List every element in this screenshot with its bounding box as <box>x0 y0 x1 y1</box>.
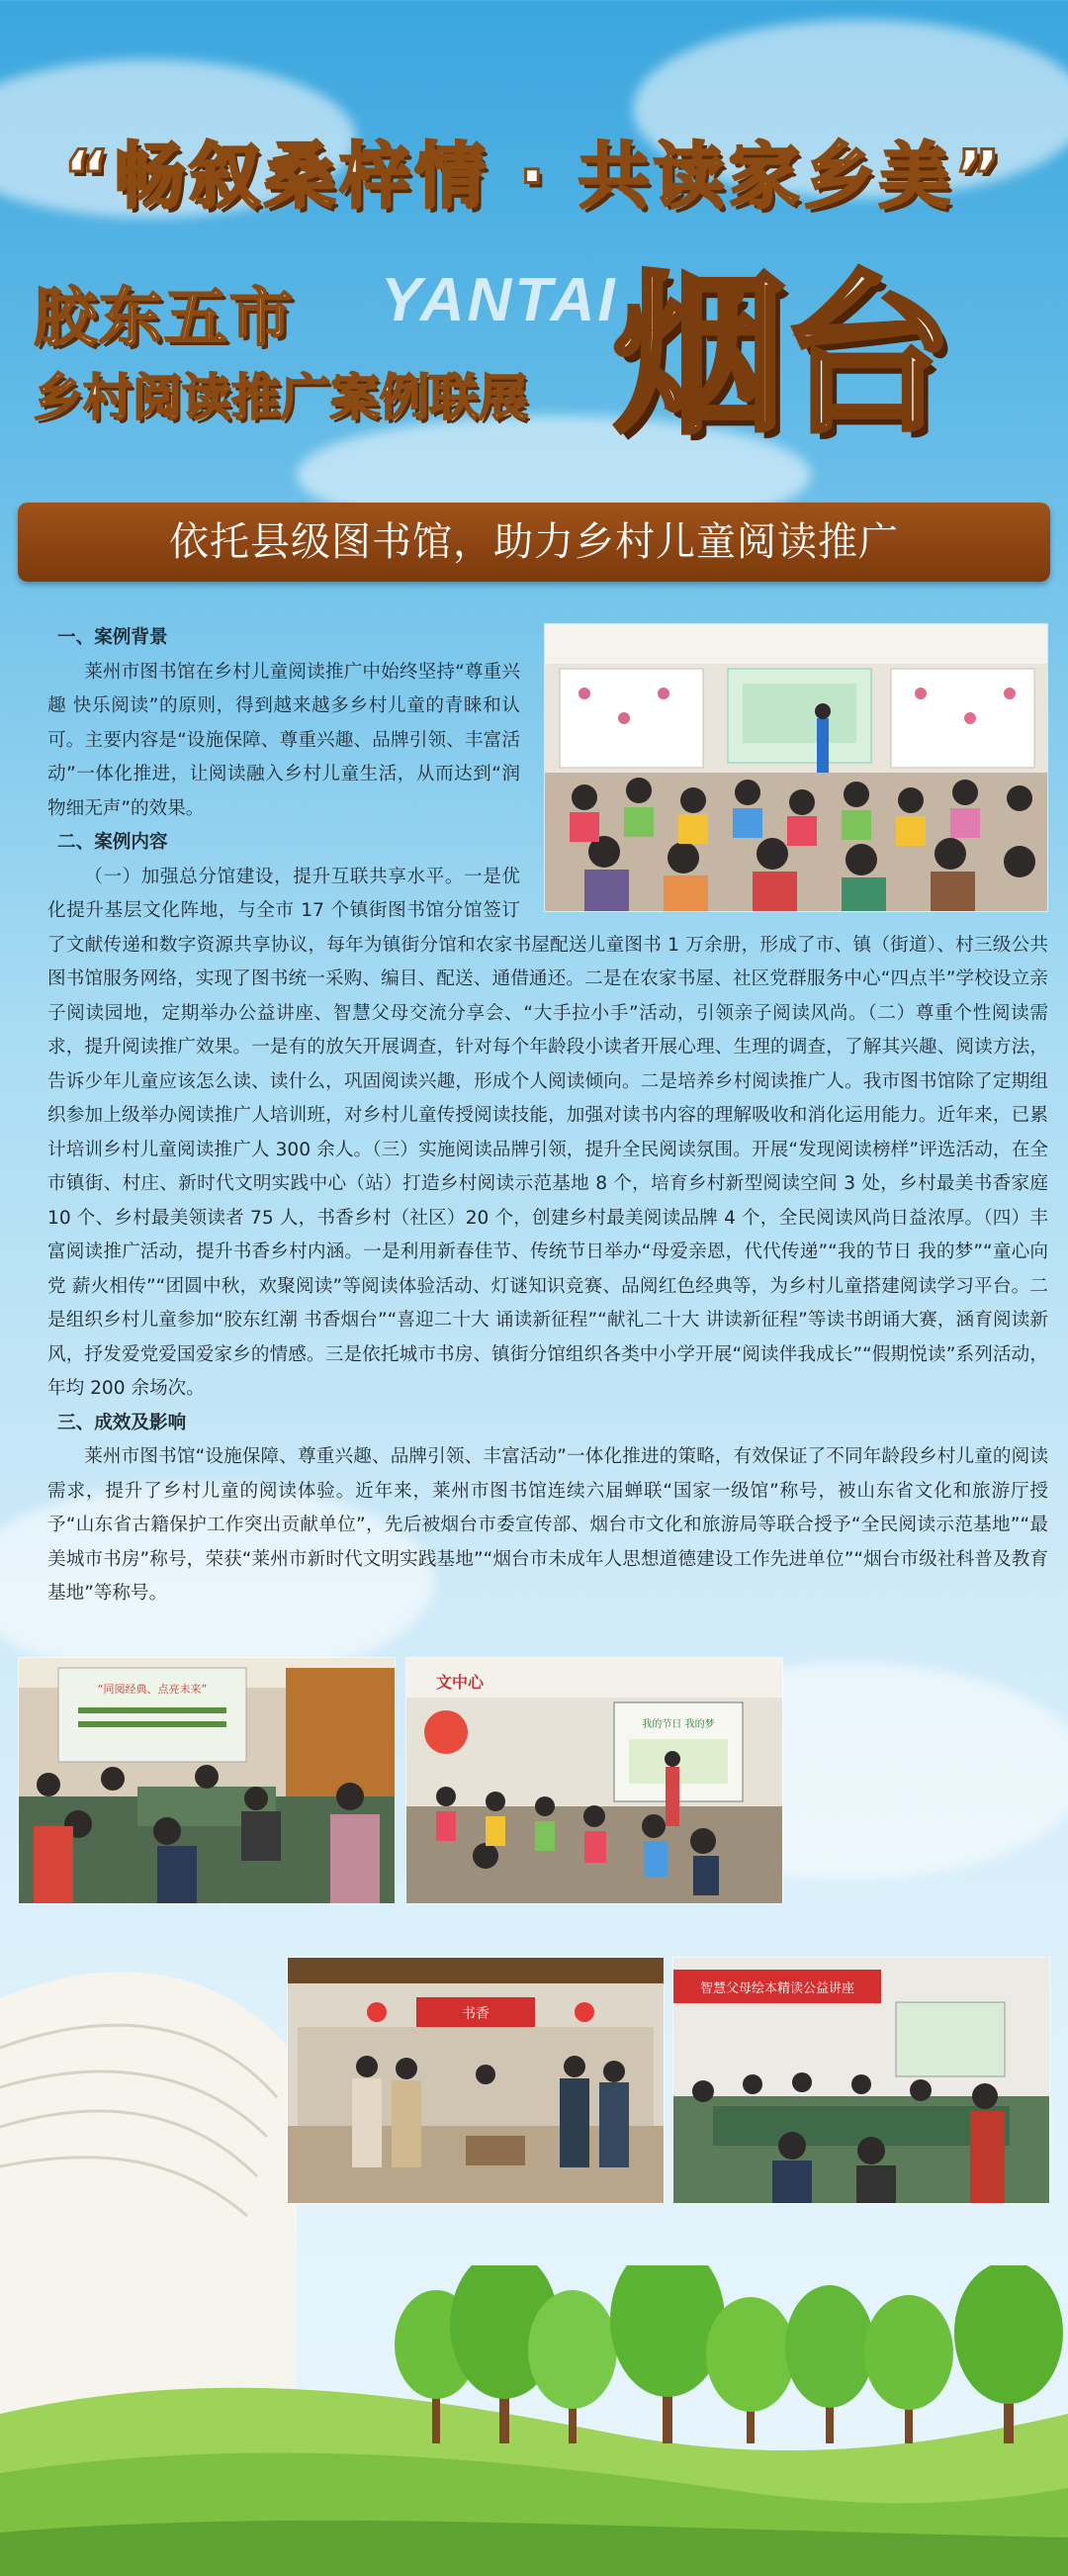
photo-festival-activity <box>405 1657 783 1904</box>
region-title: 胶东五市 <box>34 282 295 355</box>
screen-text: “同阅经典、点亮未来” <box>97 1683 208 1696</box>
article-body <box>47 621 1048 1611</box>
latin-city-name: YANTAI <box>381 266 618 334</box>
paragraph-content: （一）加强总分馆建设，提升互联共享水平。一是优化提升基层文化阵地，与全市 17 个镇街图书馆分馆签订了文献传递和数字资源共享协议，每年为镇街分馆和农家书屋配送儿童图书 1 万余册，形成了市、镇（街道）、村三级公共图书馆服务网络，实现了图书统一采购、编目、配送、通借通还。二是在农家书屋、社区党群服务中心“四点半”学校设立亲子阅读园地，定期举办公益讲座、智慧父母交流分享会、“大手拉小手”活动，引领亲子阅读风尚。（二）尊重个性阅读需求，提升阅读推广效果。一是有的放矢开展调查，针对每个年龄段小读者开展心理、生理的调查，了解其兴趣、阅读方法，告诉少年儿童应该怎么读、读什么，巩固阅读兴趣，形成个人阅读倾向。二是培养乡村阅读推广人。我市图书馆除了定期组织参加上级举办阅读推广人培训班，对乡村儿童传授阅读技能，加强对读书内容的理解吸收和消化运用能力。近年来，已累计培训乡村儿童阅读推广人 300 余人。（三）实施阅读品牌引领，提升全民阅读氛围。开展“发现阅读榜样”评选活动，在全市镇街、村庄、新时代文明实践中心（站）打造乡村阅读示范基地 8 个，培育乡村新型阅读空间 3 处，乡村最美书香家庭 10 个、乡村最美领读者 75 人，书香乡村（社区）20 个，创建乡村最美阅读品牌 4 个，全民阅读风尚日益浓厚。（四）丰富阅读推广活动，提升书香乡村内涵。一是利用新春佳节、传统节日举办“母爱亲恩，代代传递”“我的节日 我的梦”“童心向党 薪火相传”“团圆中秋，欢聚阅读”等阅读体验活动、灯谜知识竞赛、品阅红色经典等，为乡村儿童搭建阅读学习平台。二是组织乡村儿童参加“胶东红潮 书香烟台”“喜迎二十大 诵读新征程”“献礼二十大 讲读新征程”等读书朗诵大赛，涵育阅读新风，抒发爱党爱国爱家乡的情感。三是依托城市书房、镇街分馆组织各类中小学开展“阅读伴我成长”“假期悦读”系列活动，年均 200 余场次。 <box>47 866 1048 1399</box>
paragraph-impact: 莱州市图书馆“设施保障、尊重兴趣、品牌引领、丰富活动”一体化推进的策略，有效保证了不同年龄段乡村儿童的阅读需求，提升了乡村儿童的阅读体验。近年来，莱州市图书馆连续六届蝉联“国家一级馆”称号，被山东省文化和旅游厅授予“山东省古籍保护工作突出贡献单位”，先后被烟台市委宣传部、烟台市文化和旅游局等联合授予“全民阅读示范基地”“最美城市书房”称号，荣获“莱州市新时代文明实践基地”“烟台市未成年人思想道德建设工作先进单位”“烟台市级社科普及教育基地”等称号。 <box>47 1446 1048 1604</box>
sign-text: 书香 <box>462 2006 490 2022</box>
photo-picture-book-lecture <box>672 1957 1050 2204</box>
section-heading-background: 一、案例背景 <box>57 627 168 648</box>
photo-parent-lecture <box>18 1657 396 1904</box>
section-heading-content: 二、案例内容 <box>57 832 168 853</box>
section-heading-impact: 三、成效及影响 <box>57 1412 187 1433</box>
trees-decoration <box>391 2265 1068 2463</box>
city-title: 烟台 <box>613 254 947 457</box>
slogan-title: “畅叙桑梓情 · 共读家乡美” <box>62 135 1006 218</box>
subtitle: 乡村阅读推广案例联展 <box>34 369 528 426</box>
screen-text: 我的节日 我的梦 <box>642 1719 715 1730</box>
photo-children-reading-room <box>544 623 1048 912</box>
section-banner: 依托县级图书馆，助力乡村儿童阅读推广 <box>18 503 1050 582</box>
banner-text: 智慧父母绘本精读公益讲座 <box>699 1981 855 1996</box>
paragraph-background: 莱州市图书馆在乡村儿童阅读推广中始终坚持“尊重兴趣 快乐阅读”的原则，得到越来越多乡村儿童的青睐和认可。主要内容是“设施保障、尊重兴趣、品牌引领、丰富活动”一体化推进，让阅读融入乡村儿童生活，从而达到“润物细无声”的效果。 <box>47 661 520 819</box>
wall-text: 文中心 <box>436 1673 485 1692</box>
photo-library-visit <box>287 1957 665 2204</box>
